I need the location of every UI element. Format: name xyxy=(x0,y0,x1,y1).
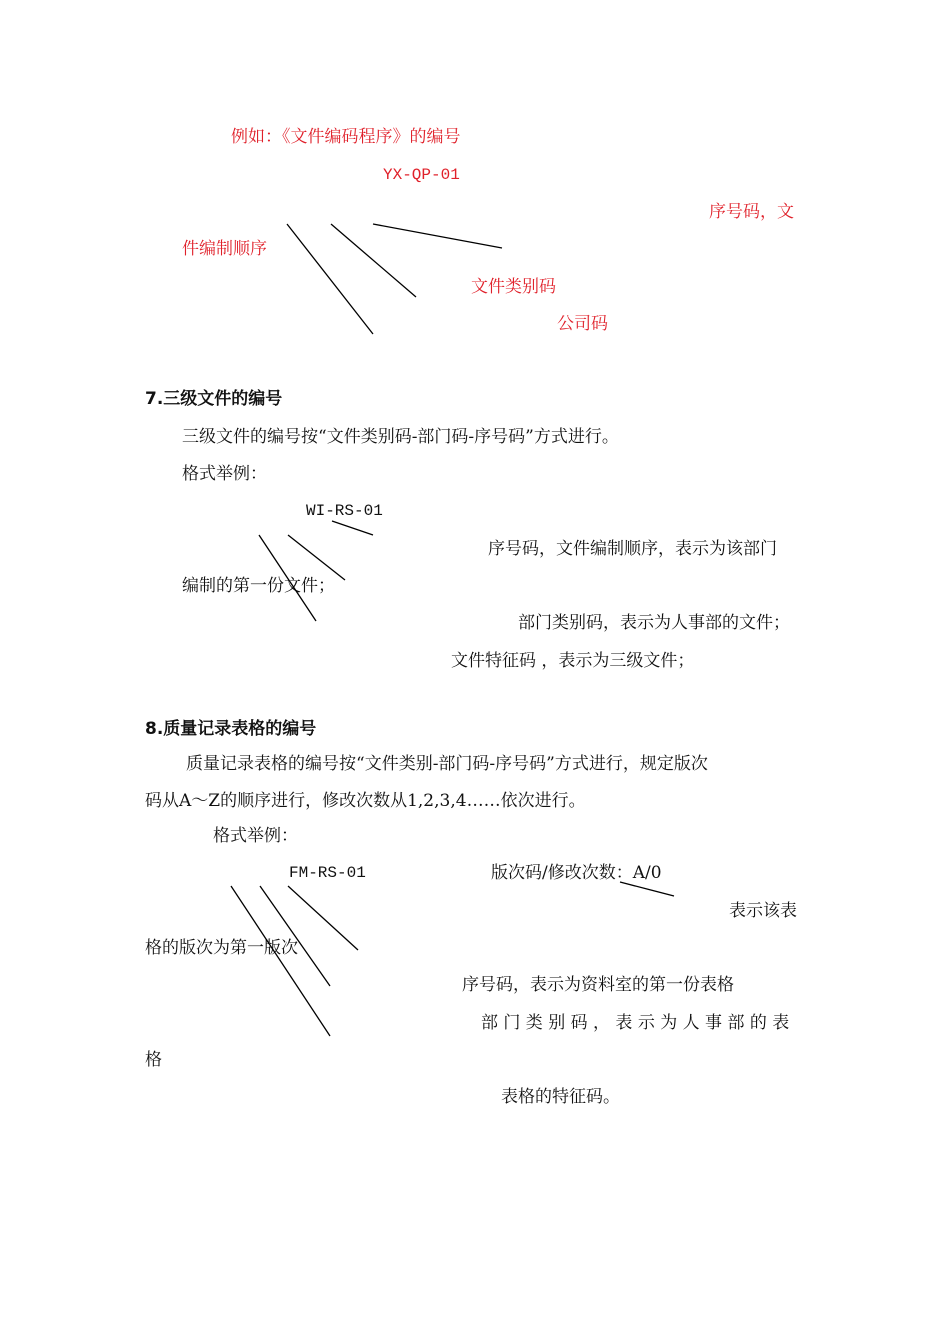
section7-label-seq-b: 编制的第一份文件； xyxy=(182,576,335,596)
section7-heading: 7.三级文件的编号 xyxy=(145,389,283,409)
leader-line xyxy=(288,535,345,580)
example-code: YX-QP-01 xyxy=(383,166,460,184)
section8-body-line2: 码从A～Z的顺序进行，修改次数从1,2,3,4……依次进行。 xyxy=(145,791,586,811)
example-label-seq-b: 件编制顺序 xyxy=(182,239,267,259)
leader-line xyxy=(259,535,316,621)
section8-label-dept-b: 格 xyxy=(145,1050,162,1070)
example-label-company: 公司码 xyxy=(557,314,608,334)
section8-format-label: 格式举例： xyxy=(213,826,298,846)
example-intro: 例如：《文件编码程序》的编号 xyxy=(231,127,461,147)
section8-label-version-a: 表示该表 xyxy=(729,901,797,921)
section7-body: 三级文件的编号按“文件类别码-部门码-序号码”方式进行。 xyxy=(182,427,619,447)
section8-label-feature: 表格的特征码。 xyxy=(501,1087,620,1107)
section8-label-dept-a: 部 门 类 别 码 ， 表 示 为 人 事 部 的 表 xyxy=(481,1013,790,1033)
section8-heading: 8.质量记录表格的编号 xyxy=(145,719,317,739)
section7-format-label: 格式举例： xyxy=(182,464,267,484)
section7-label-feature: 文件特征码 ，表示为三级文件； xyxy=(451,651,695,671)
section7-code: WI-RS-01 xyxy=(306,502,383,520)
section8-label-version-b: 格的版次为第一版次 xyxy=(145,938,298,958)
example-label-seq-a: 序号码，文 xyxy=(709,202,794,222)
section8-version-label: 版次码/修改次数：A/0 xyxy=(491,863,662,883)
leader-line xyxy=(331,224,416,297)
leader-line xyxy=(260,886,330,986)
section8-body-line1: 质量记录表格的编号按“文件类别-部门码-序号码”方式进行，规定版次 xyxy=(186,754,708,774)
section7-label-seq-a: 序号码，文件编制顺序，表示为该部门 xyxy=(488,539,777,559)
leader-line xyxy=(332,521,373,535)
leader-line xyxy=(231,886,330,1036)
leader-line xyxy=(287,224,373,334)
leader-line xyxy=(620,882,674,896)
leader-line xyxy=(373,224,502,248)
section8-code: FM-RS-01 xyxy=(289,864,366,882)
section7-label-dept: 部门类别码，表示为人事部的文件； xyxy=(518,613,790,633)
section8-label-seq: 序号码，表示为资料室的第一份表格 xyxy=(462,975,734,995)
example-label-type: 文件类别码 xyxy=(471,277,556,297)
